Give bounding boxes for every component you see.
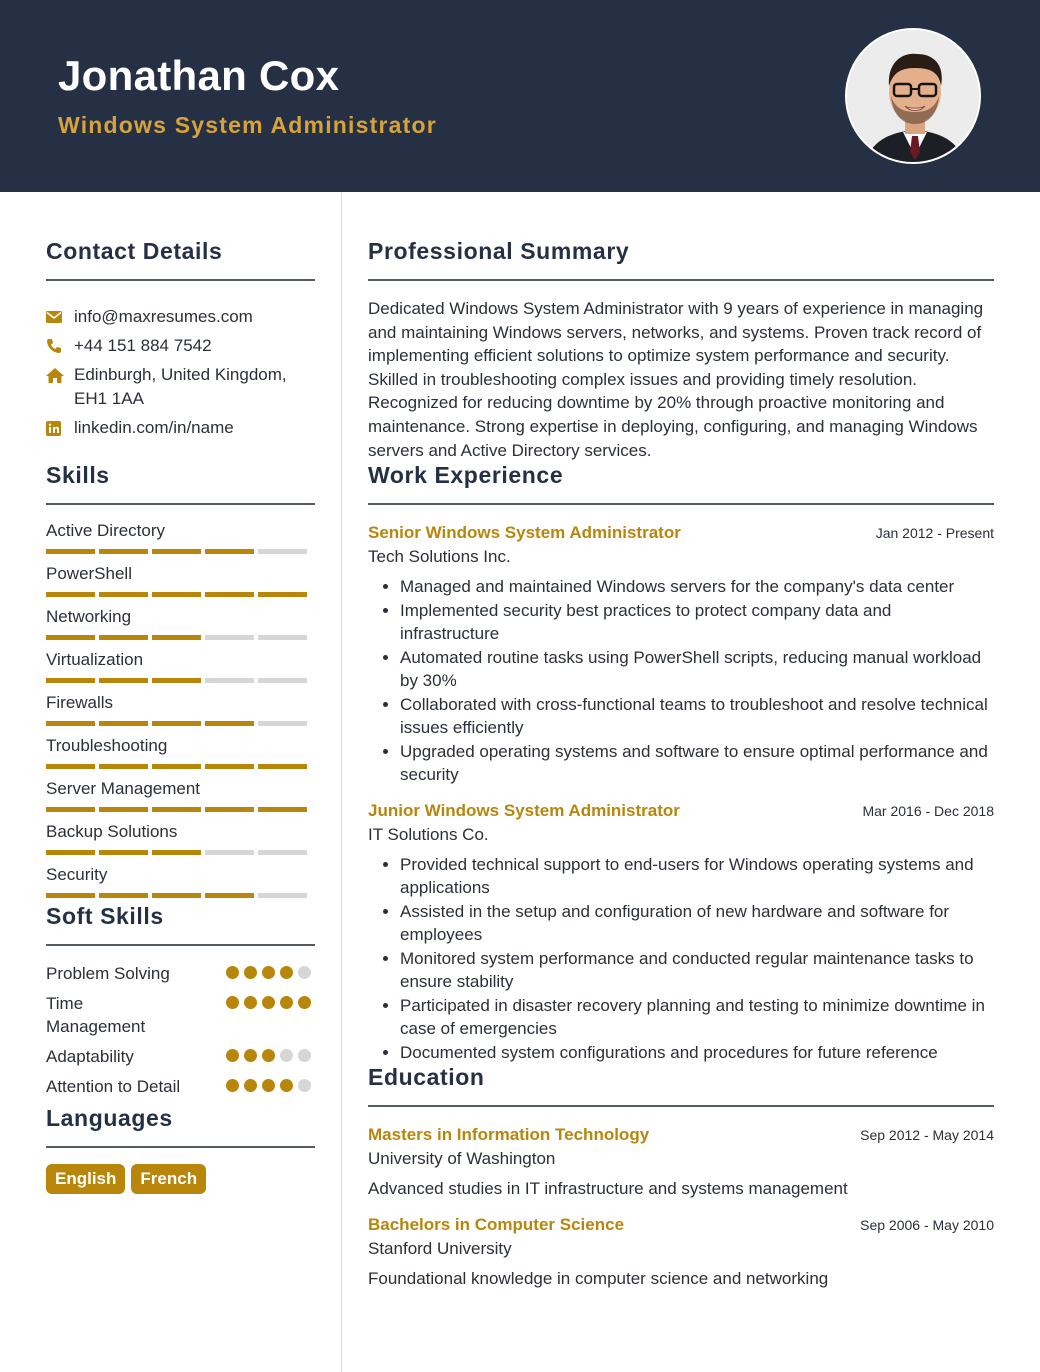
skill-level-segment xyxy=(205,764,254,769)
rating-dot xyxy=(262,1049,275,1062)
skill-level-bar xyxy=(46,850,315,855)
soft-skills-title: Soft Skills xyxy=(46,903,164,929)
job-title: Senior Windows System Administrator xyxy=(368,523,681,543)
soft-skill-label: Problem Solving xyxy=(46,964,170,983)
skill-level-segment xyxy=(152,635,201,640)
job-date: Jan 2012 - Present xyxy=(875,525,994,542)
column-divider xyxy=(341,192,342,1372)
rating-dot xyxy=(244,1049,257,1062)
education-date: Sep 2006 - May 2010 xyxy=(860,1217,994,1234)
experience-section xyxy=(368,462,994,1064)
skill-level-segment xyxy=(152,678,201,683)
rating-dot xyxy=(298,1079,311,1092)
skill-level-segment xyxy=(205,893,254,898)
skill-item xyxy=(46,563,315,606)
skill-level-segment xyxy=(99,678,148,683)
language-badge: French xyxy=(131,1164,206,1194)
skill-label: Firewalls xyxy=(46,693,114,712)
skill-item xyxy=(46,692,315,735)
skill-level-segment xyxy=(99,893,148,898)
soft-skill-rating xyxy=(226,992,315,1038)
job-company: IT Solutions Co. xyxy=(368,824,489,844)
contact-rule xyxy=(46,279,315,281)
skill-level-segment xyxy=(46,592,95,597)
skill-level-bar xyxy=(46,807,315,812)
soft-skill-item xyxy=(46,992,315,1038)
languages-section xyxy=(46,1105,315,1194)
rating-dot xyxy=(226,996,239,1009)
rating-dot xyxy=(298,1049,311,1062)
skill-level-segment xyxy=(205,850,254,855)
skill-level-segment xyxy=(152,764,201,769)
job-bullet: • Provided technical support to end-users for Windows operating systems and applications xyxy=(400,853,994,900)
skill-level-segment xyxy=(152,807,201,812)
skills-list xyxy=(46,520,315,907)
contact-list xyxy=(46,305,315,440)
skill-level-segment xyxy=(152,850,201,855)
job-bullet: • Upgraded operating systems and software to ensure optimal performance and security xyxy=(400,740,994,787)
skill-level-bar xyxy=(46,721,315,726)
profile-photo xyxy=(845,28,981,164)
skill-level-segment xyxy=(152,721,201,726)
contact-linkedin xyxy=(46,416,315,440)
skill-level-segment xyxy=(46,893,95,898)
soft-skill-item xyxy=(46,962,315,985)
rating-dot xyxy=(262,1079,275,1092)
summary-text: Dedicated Windows System Administrator with 9 years of experience in managing and maintaining Windows servers, networks, and systems. Proven track record of implementing efficient solutions to optimize system performance and security. Skilled in troubleshooting complex issues and providing timely resolution. Recognized for reducing downtime by 20% through proactive monitoring and maintenance. Strong expertise in deploying, configuring, and managing Windows servers and Active Directory services. xyxy=(368,299,984,460)
education-entry xyxy=(368,1125,994,1201)
skill-label: Security xyxy=(46,865,108,884)
job-bullet: • Implemented security best practices to protect company data and infrastructure xyxy=(400,599,994,646)
skill-level-segment xyxy=(258,592,307,597)
education-school: University of Washington xyxy=(368,1149,556,1169)
job-bullet: • Managed and maintained Windows servers for the company's data center xyxy=(400,575,994,599)
summary-rule xyxy=(368,279,994,281)
education-date: Sep 2012 - May 2014 xyxy=(860,1127,994,1144)
skill-level-segment xyxy=(99,850,148,855)
skill-label: Networking xyxy=(46,607,132,626)
education-section xyxy=(368,1064,994,1291)
soft-skill-item xyxy=(46,1045,315,1068)
language-list xyxy=(46,1164,315,1194)
skill-level-segment xyxy=(152,592,201,597)
education-degree: Masters in Information Technology xyxy=(368,1125,650,1145)
contact-section xyxy=(46,238,315,440)
soft-skills-list xyxy=(46,962,315,1098)
soft-skill-label: Adaptability xyxy=(46,1047,134,1066)
education-description: Advanced studies in IT infrastructure and systems management xyxy=(368,1179,848,1199)
job-bullet: • Collaborated with cross-functional teams to troubleshoot and resolve technical issues efficiently xyxy=(400,693,994,740)
job-title: Junior Windows System Administrator xyxy=(368,800,680,820)
skill-level-segment xyxy=(99,592,148,597)
education-title: Education xyxy=(368,1064,485,1091)
contact-email-text[interactable]: info@maxresumes.com xyxy=(74,307,253,326)
skill-item xyxy=(46,864,315,907)
rating-dot xyxy=(226,1049,239,1062)
skill-level-segment xyxy=(258,721,307,726)
job-entry xyxy=(368,801,994,1065)
job-bullet: • Participated in disaster recovery planning and testing to minimize downtime in case of emergencies xyxy=(400,994,994,1041)
skills-section xyxy=(46,462,315,907)
left-column xyxy=(46,192,315,1194)
rating-dot xyxy=(298,996,311,1009)
skills-title: Skills xyxy=(46,462,110,488)
education-rule xyxy=(368,1105,994,1107)
skill-level-bar xyxy=(46,592,315,597)
rating-dot xyxy=(226,966,239,979)
job-date: Mar 2016 - Dec 2018 xyxy=(862,802,994,819)
skill-level-bar xyxy=(46,549,315,554)
summary-title: Professional Summary xyxy=(368,238,630,264)
skills-rule xyxy=(46,503,315,505)
skill-level-segment xyxy=(46,764,95,769)
skill-level-segment xyxy=(99,549,148,554)
soft-skills-section xyxy=(46,903,315,1098)
skill-level-segment xyxy=(46,635,95,640)
skill-level-segment xyxy=(258,678,307,683)
rating-dot xyxy=(262,966,275,979)
contact-phone-text[interactable]: +44 151 884 7542 xyxy=(74,336,212,355)
summary-section xyxy=(368,238,994,462)
skill-level-segment xyxy=(99,721,148,726)
skill-label: Troubleshooting xyxy=(46,736,168,755)
education-header xyxy=(368,1215,994,1235)
skill-level-segment xyxy=(99,635,148,640)
rating-dot xyxy=(280,996,293,1009)
skill-label: PowerShell xyxy=(46,564,132,583)
skill-level-segment xyxy=(205,549,254,554)
phone-icon xyxy=(46,334,74,358)
contact-address-text: Edinburgh, United Kingdom, EH1 1AA xyxy=(74,365,287,408)
education-degree: Bachelors in Computer Science xyxy=(368,1215,625,1235)
skill-label: Server Management xyxy=(46,779,201,798)
soft-skill-rating xyxy=(226,962,315,985)
skill-level-segment xyxy=(152,549,201,554)
contact-linkedin-text[interactable]: linkedin.com/in/name xyxy=(74,418,234,437)
soft-skills-rule xyxy=(46,944,315,946)
candidate-name: Jonathan Cox xyxy=(58,52,340,99)
skill-level-segment xyxy=(99,807,148,812)
experience-rule xyxy=(368,503,994,505)
contact-phone xyxy=(46,334,315,358)
skill-item xyxy=(46,778,315,821)
rating-dot xyxy=(244,1079,257,1092)
skill-level-bar xyxy=(46,678,315,683)
skill-level-segment xyxy=(46,850,95,855)
soft-skill-item xyxy=(46,1075,315,1098)
rating-dot xyxy=(280,966,293,979)
skill-level-bar xyxy=(46,635,315,640)
languages-title: Languages xyxy=(46,1105,173,1131)
contact-email xyxy=(46,305,315,329)
education-entry xyxy=(368,1215,994,1291)
job-bullets xyxy=(368,575,994,787)
rating-dot xyxy=(244,996,257,1009)
skill-label: Active Directory xyxy=(46,521,166,540)
job-bullet: • Monitored system performance and conducted regular maintenance tasks to ensure stability xyxy=(400,947,994,994)
skill-level-bar xyxy=(46,893,315,898)
rating-dot xyxy=(262,996,275,1009)
job-bullets xyxy=(368,853,994,1065)
profile-photo-illustration xyxy=(847,30,981,164)
home-icon xyxy=(46,363,74,387)
job-header xyxy=(368,523,994,543)
linkedin-icon xyxy=(46,416,74,440)
education-description: Foundational knowledge in computer science and networking xyxy=(368,1269,829,1289)
job-entry xyxy=(368,523,994,787)
rating-dot xyxy=(244,966,257,979)
rating-dot xyxy=(298,966,311,979)
candidate-role: Windows System Administrator xyxy=(58,112,437,138)
skill-item xyxy=(46,821,315,864)
contact-title: Contact Details xyxy=(46,238,223,264)
skill-level-segment xyxy=(99,764,148,769)
contact-address xyxy=(46,363,315,411)
skill-level-segment xyxy=(205,721,254,726)
skill-item xyxy=(46,520,315,563)
resume-header xyxy=(0,0,1040,192)
rating-dot xyxy=(226,1079,239,1092)
skill-level-bar xyxy=(46,764,315,769)
skill-level-segment xyxy=(258,850,307,855)
rating-dot xyxy=(280,1079,293,1092)
job-header xyxy=(368,801,994,821)
soft-skill-label: Time Management xyxy=(46,994,146,1036)
job-bullet: • Documented system configurations and procedures for future reference xyxy=(400,1041,994,1065)
skill-item xyxy=(46,606,315,649)
skill-level-segment xyxy=(46,807,95,812)
job-bullet: • Automated routine tasks using PowerShell scripts, reducing manual workload by 30% xyxy=(400,646,994,693)
skill-level-segment xyxy=(258,764,307,769)
education-school: Stanford University xyxy=(368,1239,512,1259)
skill-level-segment xyxy=(205,807,254,812)
right-column xyxy=(368,192,994,1291)
job-bullet: • Assisted in the setup and configuration of new hardware and software for employees xyxy=(400,900,994,947)
soft-skill-label: Attention to Detail xyxy=(46,1077,181,1096)
skill-level-segment xyxy=(258,549,307,554)
skill-item xyxy=(46,649,315,692)
education-header xyxy=(368,1125,994,1145)
soft-skill-rating xyxy=(226,1075,315,1098)
skill-level-segment xyxy=(205,678,254,683)
skill-level-segment xyxy=(205,635,254,640)
job-company: Tech Solutions Inc. xyxy=(368,547,511,567)
languages-rule xyxy=(46,1146,315,1148)
rating-dot xyxy=(280,1049,293,1062)
email-icon xyxy=(46,305,74,329)
experience-title: Work Experience xyxy=(368,462,564,489)
skill-label: Virtualization xyxy=(46,650,144,669)
soft-skill-rating xyxy=(226,1045,315,1068)
skill-level-segment xyxy=(258,807,307,812)
skill-level-segment xyxy=(46,721,95,726)
skill-level-segment xyxy=(46,678,95,683)
skill-level-segment xyxy=(46,549,95,554)
skill-item xyxy=(46,735,315,778)
skill-level-segment xyxy=(258,635,307,640)
skill-label: Backup Solutions xyxy=(46,822,178,841)
skill-level-segment xyxy=(152,893,201,898)
skill-level-segment xyxy=(258,893,307,898)
language-badge: English xyxy=(46,1164,125,1194)
skill-level-segment xyxy=(205,592,254,597)
